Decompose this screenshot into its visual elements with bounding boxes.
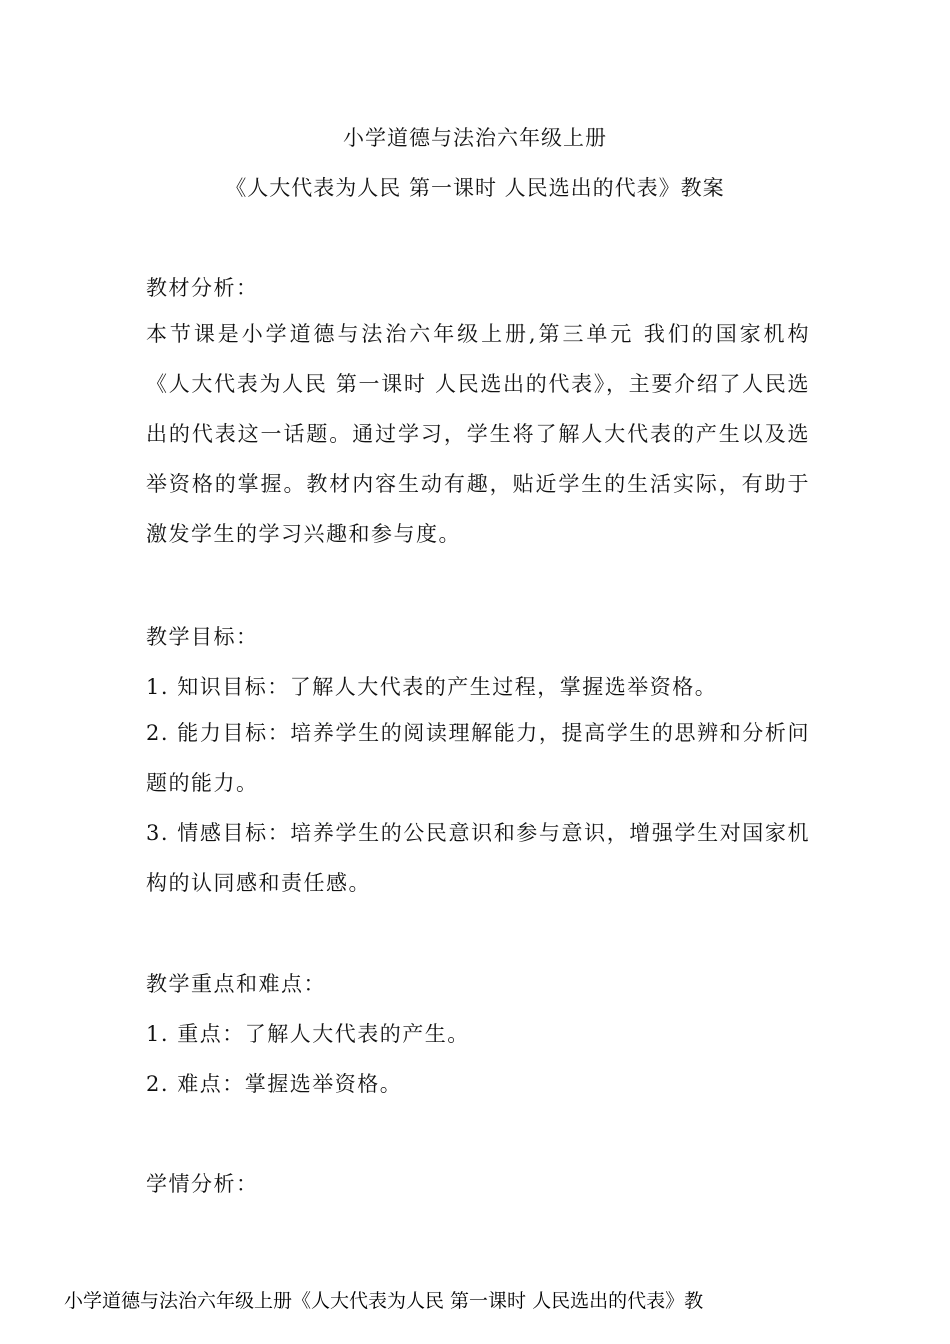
document-title-line-2: 《人大代表为人民 第一课时 人民选出的代表》教案 — [225, 176, 725, 200]
section-heading-key-points: 教学重点和难点： — [146, 972, 326, 996]
page-footer: 小学道德与法治六年级上册《人大代表为人民 第一课时 人民选出的代表》教 — [64, 1290, 704, 1312]
section-heading-objectives: 教学目标： — [146, 625, 259, 649]
section-heading-learner-analysis: 学情分析： — [146, 1172, 259, 1196]
analysis-paragraph: 本节课是小学道德与法治六年级上册,第三单元 我们的国家机构《人大代表为人民 第一课时 人民选出的代表》，主要介绍了人民选出的代表这一话题。通过学习，学生将了解人大代表的产生以及选举资格的掌握。教材内容生动有趣，贴近学生的生活实际，有助于激发学生的学习兴趣和参与度。 — [146, 322, 810, 546]
section-heading-analysis: 教材分析： — [146, 276, 259, 300]
key-point-item-1: 1. 重点：了解人大代表的产生。 — [146, 1022, 470, 1046]
objective-item-2: 2. 能力目标：培养学生的阅读理解能力，提高学生的思辨和分析问题的能力。 — [146, 721, 810, 795]
objective-item-3: 3. 情感目标：培养学生的公民意识和参与意识，增强学生对国家机构的认同感和责任感。 — [146, 821, 810, 895]
objective-item-1: 1. 知识目标：了解人大代表的产生过程，掌握选举资格。 — [146, 675, 718, 699]
document-title-line-1: 小学道德与法治六年级上册 — [343, 126, 607, 150]
key-point-item-2: 2. 难点：掌握选举资格。 — [146, 1072, 403, 1096]
